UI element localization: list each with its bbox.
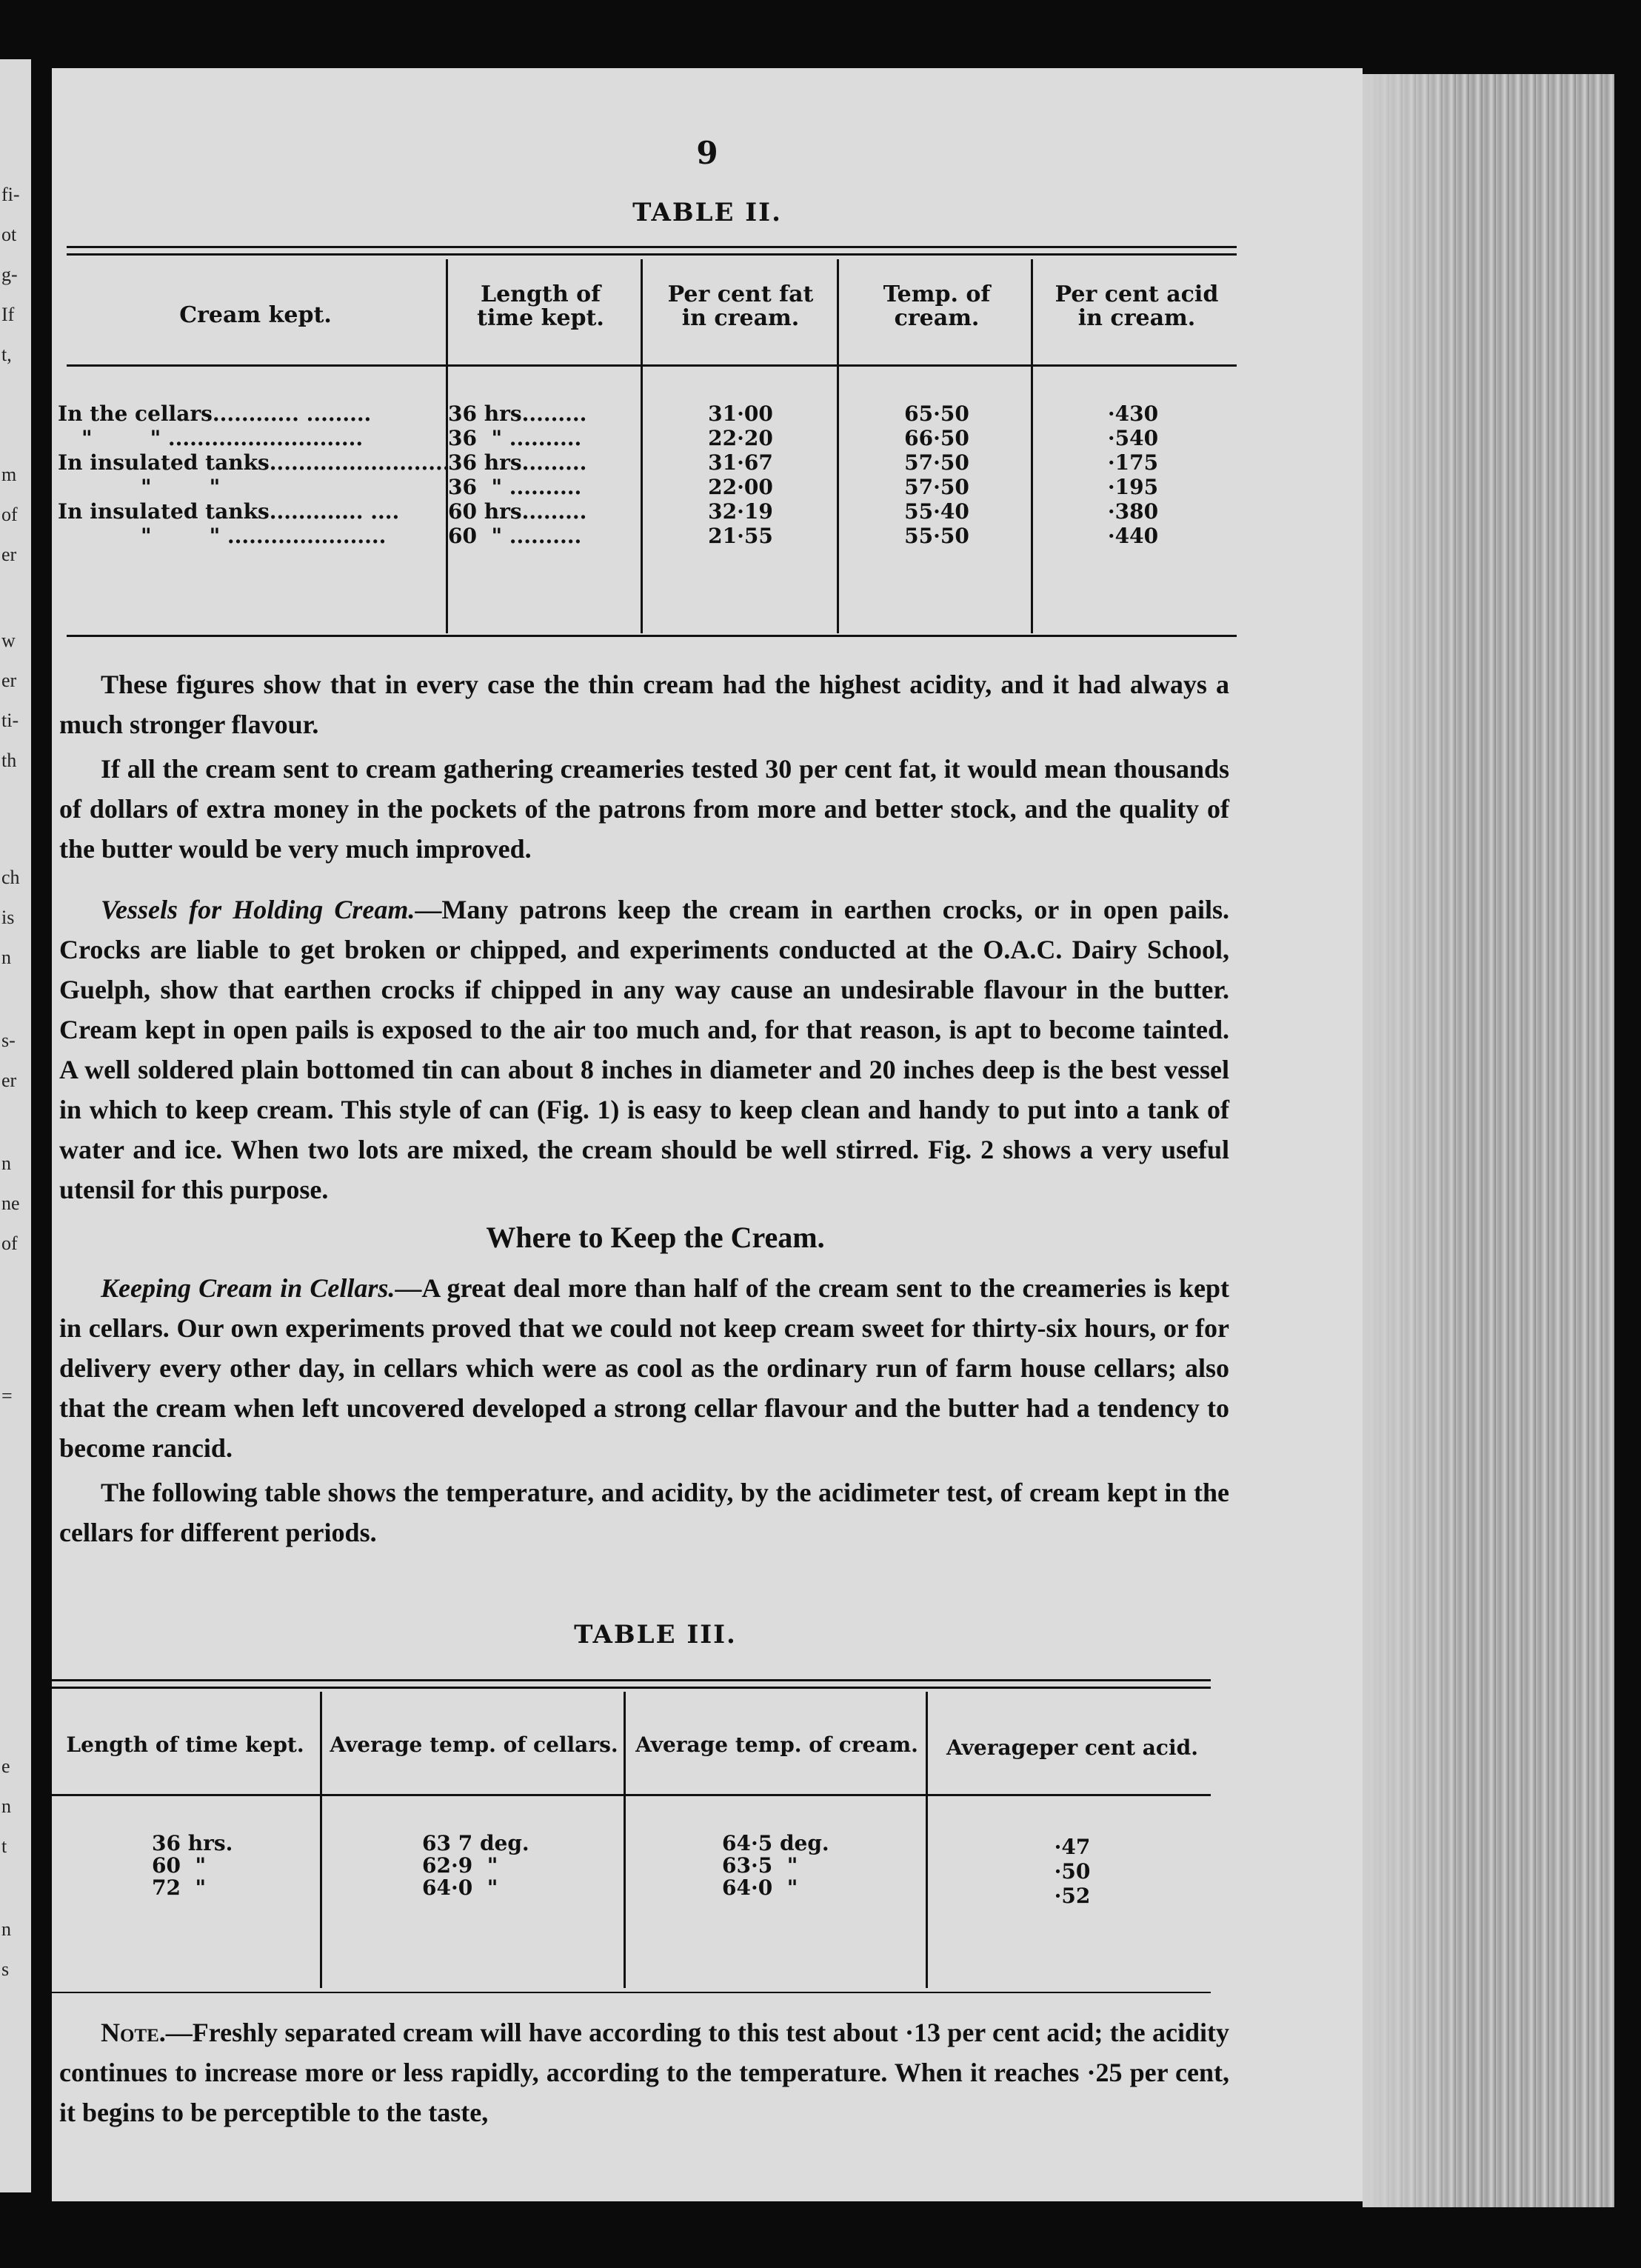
table-iii-cell: 63·5 " [722,1853,798,1878]
margin-fragment: ne [1,1193,20,1214]
table-ii-cell: ·440 [1107,524,1159,548]
table-ii-cell: ·380 [1107,499,1159,524]
table-ii-cell: 55·40 [904,499,969,524]
table-ii-cell: In insulated tanks......................... [58,450,450,475]
table-ii-top-rule-2 [67,253,1237,256]
table-ii-cell: 60 " .......... [448,524,582,548]
paragraph: The following table shows the temperature, and acidity, by the acidimeter test, of cream kept in the cellars for different periods. [59,1478,1229,1547]
table-iii-header-acid: Averageper cent acid. [946,1735,1198,1760]
table-ii-header-cream-kept: Cream kept. [179,302,332,328]
margin-fragment: g- [1,264,18,285]
table-iii-top-rule [52,1679,1211,1681]
table-ii-cell: 22·00 [708,475,773,499]
table-ii-cell: 31·67 [708,450,773,475]
table-iii-cell: 64·0 " [422,1875,498,1900]
table-ii-cell: 55·50 [904,524,969,548]
margin-fragment: of [1,1233,18,1254]
table-ii-cell: 21·55 [708,524,773,548]
table-iii-header-cream: Average temp. of cream. [635,1732,918,1757]
margin-fragment: er [1,670,17,691]
table-iii-cell: 60 " [152,1853,207,1878]
paragraph: If all the cream sent to cream gathering creameries tested 30 per cent fat, it would mean thousands of dollars of extra money in the pockets of the patrons from more and better stock, and the quality of the butter would be very much improved. [59,754,1229,864]
margin-fragment: is [1,907,15,928]
table-ii-header-acid: Per cent acid in cream. [1055,281,1219,331]
table-ii-cell: 57·50 [904,475,969,499]
body-text-middle [59,1268,1229,1557]
margin-fragment: of [1,504,18,525]
facing-page-edge [0,59,31,2192]
margin-fragment: t [1,1835,7,1857]
margin-fragment: n [1,947,11,968]
paragraph-cellars: Keeping Cream in Cellars.—A great deal more than half of the cream sent to the creameries is kept in cellars. Our own experiments proved that we could not keep cream sweet for thirty-six hours, or for delivery every other day, in cellars which were as cool as the ordinary run of farm house cellars; also that the cream when left uncovered developed a strong cellar flavour and the butter had a tendency to become rancid. [59,1273,1229,1463]
page-stack-edge [1363,74,1614,2207]
table-iii-cell: ·52 [1054,1884,1091,1908]
table-ii-cell: 60 hrs......... [448,499,587,524]
body-text-note [59,2012,1229,2137]
table-ii-cell: 57·50 [904,450,969,475]
table-ii-cell: 36 hrs......... [448,401,587,426]
margin-fragment: m [1,464,17,485]
document-page [52,68,1363,2201]
table-ii-header-rule [67,364,1237,367]
margin-fragment: er [1,544,17,565]
table-ii-cell: 32·19 [708,499,773,524]
table-iii-cell: 36 hrs. [152,1831,233,1855]
margin-fragment: er [1,1070,17,1091]
table-ii-cell: 36 " .......... [448,475,582,499]
table-ii-cell: " " ...................... [141,524,387,548]
margin-fragment: n [1,1795,11,1817]
note-lead: Note. [101,2018,166,2047]
table-ii-cell: " " ........................... [81,426,364,450]
table-ii-title: TABLE II. [632,198,782,227]
body-text-top [59,664,1229,1214]
table-ii-cell: 22·20 [708,426,773,450]
table-iii-cell: 72 " [152,1875,207,1900]
margin-fragment: w [1,630,16,651]
margin-fragment: If [1,304,15,325]
table-ii-cell: 31·00 [708,401,773,426]
run-in-heading: Keeping Cream in Cellars. [101,1273,395,1303]
table-iii-cell: 62·9 " [422,1853,498,1878]
table-ii-cell: In the cellars............ ......... [58,401,372,426]
table-iii-header-cellars: Average temp. of cellars. [330,1732,618,1757]
margin-fragment: ch [1,867,20,888]
margin-fragment: s [1,1958,10,1980]
margin-fragment: e [1,1755,10,1777]
table-ii-cell: ·540 [1107,426,1159,450]
table-iii-cell: 64·0 " [722,1875,798,1900]
margin-fragment: t, [1,344,12,365]
run-in-heading: Vessels for Holding Cream. [101,895,415,924]
table-ii-bottom-rule [67,635,1237,637]
page-number: 9 [696,135,718,171]
paragraph-vessels: Vessels for Holding Cream.—Many patrons keep the cream in earthen crocks, or in open pails. Crocks are liable to get broken or chipped, and experiments conducted at the O.A.C. Dairy School, Guelph, show that earthen crocks if chipped in any way cause an undesirable flavour in the butter. Cream kept in open pails is exposed to the air too much and, for that reason, is apt to become tainted. A well soldered plain bottomed tin can about 8 inches in diameter and 20 inches deep is the best vessel in which to keep cream. This style of can (Fig. 1) is easy to keep clean and handy to put into a tank of water and ice. When two lots are mixed, the cream should be well stirred. Fig. 2 shows a very useful utensil for this purpose. [59,895,1229,1204]
table-ii-cell: ·430 [1107,401,1159,426]
table-ii-top-rule [67,246,1237,248]
table-iii-bottom-rule [52,1992,1211,1993]
margin-fragment: fi- [1,184,20,205]
margin-fragment: ot [1,224,17,245]
paragraph: These figures show that in every case the thin cream had the highest acidity, and it had always a much stronger flavour. [59,670,1229,739]
table-ii-header-fat: Per cent fat in cream. [667,281,814,331]
table-ii-cell: " " [141,475,221,499]
margin-fragment: = [1,1385,13,1407]
margin-fragment: th [1,750,17,771]
section-heading: Where to Keep the Cream. [486,1221,825,1254]
table-iii-title: TABLE III. [574,1620,737,1650]
table-ii-header-temp: Temp. of cream. [883,281,991,331]
table-ii-header-length: Length of time kept. [477,281,604,331]
table-ii-cell: 66·50 [904,426,969,450]
table-iii-header-length: Length of time kept. [66,1732,304,1757]
table-ii-cell: 65·50 [904,401,969,426]
margin-fragment: n [1,1918,11,1940]
margin-fragment: ti- [1,710,19,731]
table-ii-cell: 36 " .......... [448,426,582,450]
table-ii-cell: ·195 [1107,475,1159,499]
table-iii-cell: 63 7 deg. [422,1831,529,1855]
table-iii-cell: ·50 [1054,1859,1091,1884]
table-iii-header-rule [52,1794,1211,1796]
paragraph-note: Note.—Freshly separated cream will have according to this test about ·13 per cent acid; the acidity continues to increase more or less rapidly, according to the temperature. When it reaches ·25 per cent, it begins to be perceptible to the taste, [59,2018,1229,2127]
margin-fragment: s- [1,1030,16,1051]
table-iii-cell: 64·5 deg. [722,1831,829,1855]
margin-fragment: n [1,1153,11,1174]
table-ii-cell: ·175 [1107,450,1159,475]
table-iii-cell: ·47 [1054,1835,1091,1859]
table-ii-cell: In insulated tanks............. .... [58,499,400,524]
table-ii-cell: 36 hrs......... [448,450,587,475]
